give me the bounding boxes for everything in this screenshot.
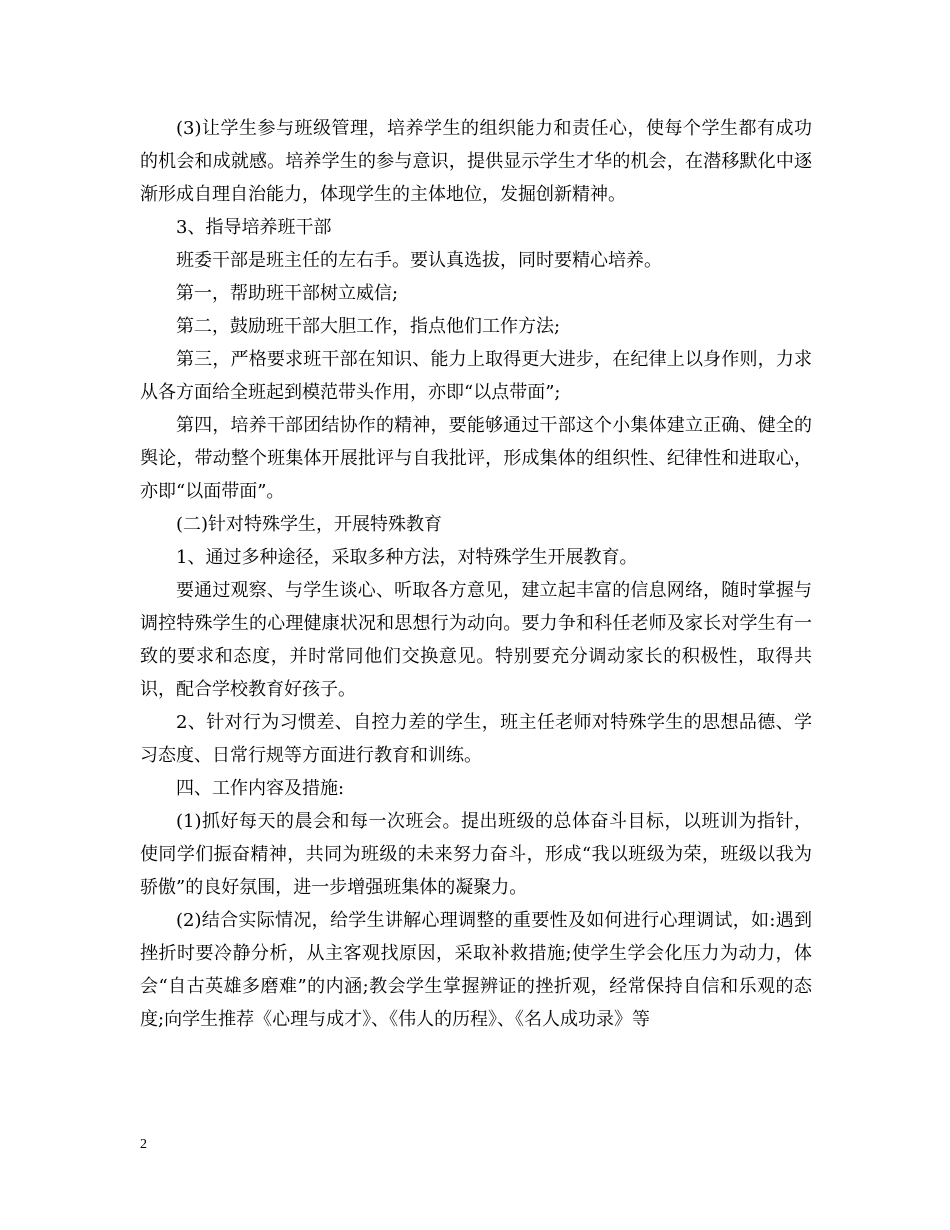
paragraph-third: 第三，严格要求班干部在知识、能力上取得更大进步，在纪律上以身作则，力求从各方面给全班起到模范带头作用，亦即“以点带面”;: [140, 349, 812, 403]
paragraph-class-management: (3)让学生参与班级管理，培养学生的组织能力和责任心，使每个学生都有成功的机会和成就感。培养学生的参与意识，提供显示学生才华的机会，在潜移默化中逐渐形成自理自治能力，体现学生的主体地位，发掘创新精神。: [140, 118, 812, 205]
paragraph-class-committee: 班委干部是班主任的左右手。要认真选拔，同时要精心培养。: [176, 250, 662, 271]
paragraph-behavior-habits: 2、针对行为习惯差、自控力差的学生，班主任老师对特殊学生的思想品德、学习态度、日常行规等方面进行教育和训练。: [140, 712, 812, 766]
heading-special-students: (二)针对特殊学生，开展特殊教育: [176, 514, 443, 535]
page-number: 2: [140, 1137, 147, 1152]
paragraph-morning-meeting: (1)抓好每天的晨会和每一次班会。提出班级的总体奋斗目标，以班训为指针，使同学们振奋精神，共同为班级的未来努力奋斗，形成“我以班级为荣，班级以我为骄傲”的良好氛围，进一步增强班集体的凝聚力。: [140, 811, 812, 898]
paragraph-first: 第一，帮助班干部树立威信;: [176, 283, 399, 304]
document-body: [140, 112, 812, 1036]
paragraph-psychological-adjustment: (2)结合实际情况，给学生讲解心理调整的重要性及如何进行心理调试，如:遇到挫折时要冷静分析，从主客观找原因，采取补救措施;使学生学会化压力为动力，体会“自古英雄多磨难”的内涵;教会学生掌握辨证的挫折观，经常保持自信和乐观的态度;向学生推荐《心理与成才》、《伟人的历程》、《名人成功录》等: [140, 910, 812, 1030]
heading-train-class-cadres: 3、指导培养班干部: [176, 217, 332, 238]
paragraph-observation: 要通过观察、与学生谈心、听取各方意见，建立起丰富的信息网络，随时掌握与调控特殊学生的心理健康状况和思想行为动向。要力争和科任老师及家长对学生有一致的要求和态度，并时常同他们交换意见。特别要充分调动家长的积极性，取得共识，配合学校教育好孩子。: [140, 580, 812, 700]
paragraph-fourth: 第四，培养干部团结协作的精神，要能够通过干部这个小集体建立正确、健全的舆论，带动整个班集体开展批评与自我批评，形成集体的组织性、纪律性和进取心，亦即“以面带面”。: [140, 415, 812, 502]
paragraph-second: 第二，鼓励班干部大胆工作，指点他们工作方法;: [176, 316, 561, 337]
paragraph-multiple-methods: 1、通过多种途径，采取多种方法，对特殊学生开展教育。: [176, 547, 638, 568]
heading-work-content: 四、工作内容及措施:: [176, 778, 345, 799]
